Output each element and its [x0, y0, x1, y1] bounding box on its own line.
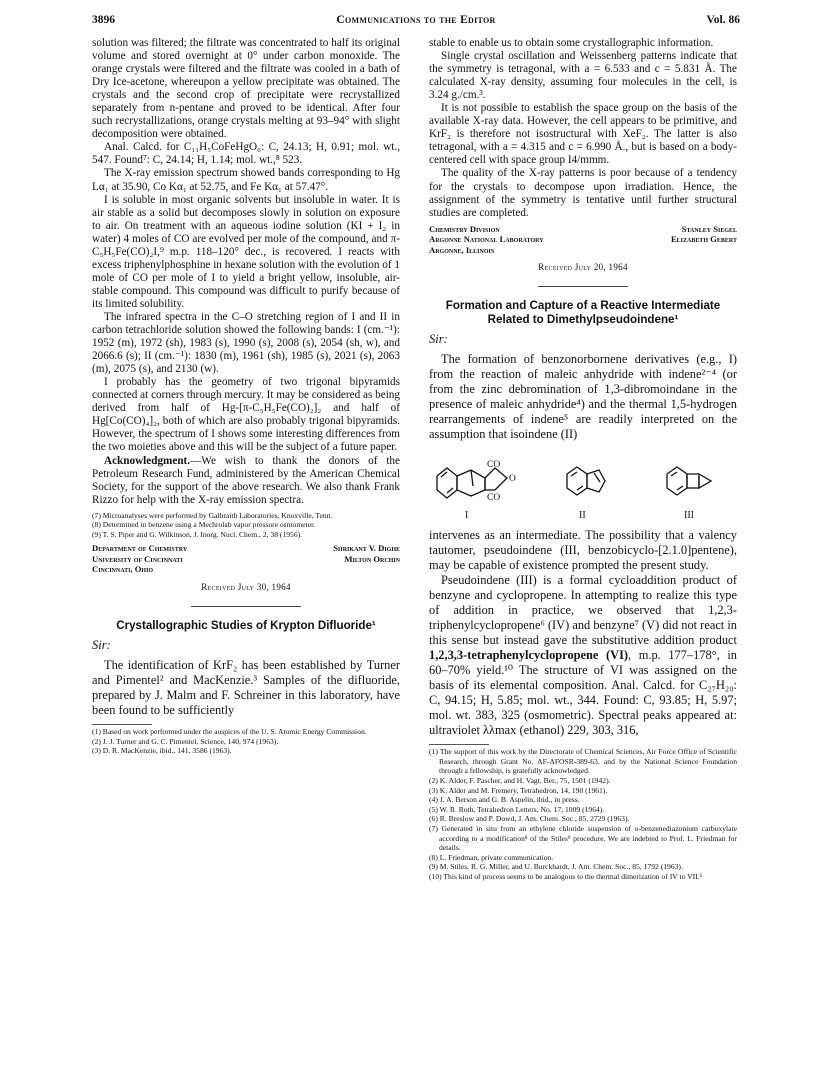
footnote: (1) The support of this work by the Directorate of Chemical Sciences, Air Force Office of Scientific Research, through Grant No. AF-AFOSR-389-63, and by the National Science Foundation through a fellowship, is gratefully acknowledged. [429, 747, 737, 776]
received-date: Received July 30, 1964 [201, 581, 291, 592]
text-run: , m.p. 177–178°, in 60–70% yield.¹⁰ The structure of VI was assigned on the basis of its elemental composition. Anal. Calcd. for C₂₇H₂₀: C, 94.15; H, 5.85; mol. wt., 344. Found: C, 93.85; H, 5.97; mol. wt. 383, 325 (osmometric). Spectral peaks appeared at: ultraviolet λλmax (ethanol) 229, 303, 316, [429, 648, 737, 738]
four-ring [687, 474, 699, 488]
ack-heading: Acknowledgment. [104, 454, 191, 467]
paragraph: I probably has the geometry of two trigonal bipyramids connected at corners through mercury. It may be considered as being derived from half of Hg-[π-C₅H₅Fe(CO)₂]₂ and half of Hg[Co(CO)₄]₂, both of which are also probably trigonal bipyramids. However, the spectrum of I shows some interesting differences from the two moieties above and this will be the subject of a future paper. [92, 376, 400, 454]
divider [191, 606, 301, 607]
footnote-separator [92, 724, 152, 725]
affiliation-line: Chemistry Division [429, 223, 500, 234]
affiliation-line: Department of Chemistry [92, 543, 188, 554]
author-name: Shrikant V. Dighe [333, 543, 400, 554]
ack-text: —We wish to thank the donors of the Petroleum Research Fund, administered by the American Chemical Society, for the support of the above research. We also thank Frank Rizzo for help with the X-ray emission spectra. [92, 454, 400, 506]
benzene-ring [667, 467, 687, 495]
affiliation-line: University of Cincinnati [92, 553, 183, 564]
text-run: Pseudoindene (III) is a formal cycloaddition product of benzyne and cyclopropene. In attempting to realize this type of addition in practice, we observed that 1,2,3-triphenylcyclopropene⁶ (IV) and benzyne⁷ (V) did not react in this sense but instead gave the substitutive addition product [429, 573, 737, 648]
compound-name: 1,2,3,3-tetraphenylcyclopropene (VI) [429, 648, 629, 663]
salutation: Sir: [92, 638, 111, 653]
author-block [429, 224, 737, 256]
structure-iii [667, 467, 711, 495]
acknowledgment [92, 455, 400, 507]
article-title: Crystallographic Studies of Krypton Difluoride¹ [116, 619, 376, 633]
paragraph: The X-ray emission spectrum showed bands corresponding to Hg Lα₁ at 35.90, Co Kα₁ at 52.75, and Fe Kα₁ at 57.47°. [92, 167, 400, 193]
volume-label: Vol. 86 [706, 14, 740, 26]
o-label: O [509, 474, 516, 485]
running-title: Communications to the Editor [336, 14, 496, 26]
paragraph: The infrared spectra in the C–O stretching region of I and II in carbon tetrachloride solution showed the following bands: I (cm.⁻¹): 1952 (m), 1972 (sh), 1983 (s), 1990 (s), 2008 (s), 2054 (sh, w), and 2066.6 (s); II (cm.⁻¹): 1830 (m), 1961 (sh), 1985 (s), 2021 (s), 2063 (m), 2075 (s), and 2130 (w). [92, 310, 400, 376]
affiliation-line: Argonne, Illinois [429, 244, 495, 255]
footnote-separator [429, 744, 489, 745]
benzene-ring [567, 467, 587, 495]
three-ring [699, 474, 711, 488]
paragraph: solution was filtered; the filtrate was concentrated to half its original volume and stored overnight at 0° under carbon monoxide. The orange crystals were filtered and the filtrate was cooled in a bath of Dry Ice-acetone, whereupon a yellow precipitate was obtained. The crystals and the second crop of precipitate were recrystallized separately from n-pentane and proved to be identical. After four such recrystallizations, orange crystals melting at 93–94° with slight decomposition were obtained. [92, 37, 400, 141]
footnote: (7) Microanalyses were performed by Galbraith Laboratories, Knoxville, Tenn. [92, 510, 333, 520]
anhydride-ring [485, 468, 507, 490]
co-label: CO [487, 493, 501, 504]
footnote: (7) Generated in situ from an ethylene chloride suspension of o-benzenediazonium carboxylate according to a modification⁸ of the Stiles⁹ procedure. We are indebted to Prof. L. Friedman for details. [429, 824, 737, 853]
page-number: 3896 [92, 14, 115, 26]
footnote: (8) L. Friedman, private communication. [429, 852, 554, 862]
paragraph: intervenes as an intermediate. The possibility that a valency tautomer, pseudoindene (III, benzobicyclo-[2.1.0]pentene), may be capable of existence prompted the present study. [429, 528, 737, 573]
footnote: (3) K. Alder and M. Fremery, Tetrahedron, 14, 190 (1961). [429, 785, 608, 795]
structure-figure [429, 446, 737, 526]
affiliation-line: Argonne National Laboratory [429, 234, 544, 245]
paragraph: I is soluble in most organic solvents but insoluble in water. It is air stable as a solid but decomposes slowly in solution on exposure to air. On treatment with an aqueous iodine solution (KI + I₂ in water) 4 moles of CO are evolved per mole of the compound, and π-C₅H₅Fe(CO)₂I,⁹ m.p. 118–120° dec., is recovered. I reacts with excess triphenylphosphine in hexane solution with the evolution of 1 mole of CO per mole of I to yield a bright yellow, insoluble, air-stable compound. This compound was difficult to purify because of its limited solubility. [92, 193, 400, 310]
structure-label: I [465, 510, 469, 522]
paragraph: stable to enable us to obtain some crystallographic information. [429, 37, 714, 49]
left-column [92, 37, 400, 756]
affiliation-line: Cincinnati, Ohio [92, 564, 154, 575]
chemical-structures [429, 446, 737, 526]
paragraph: Single crystal oscillation and Weissenberg patterns indicate that the symmetry is tetragonal, with a = 6.533 and c = 5.831 Å. The calculated X-ray density, assuming four molecules in the cell, is 3.24 g./cm.³. [429, 50, 737, 102]
footnote: (4) J. A. Berson and G. B. Aspelin, ibid., in press. [429, 795, 580, 805]
author-name: Milton Orchin [344, 553, 400, 564]
footnote: (8) Determined in benzene using a Mechrolab vapor pressure osmometer. [92, 520, 316, 530]
received-date: Received July 20, 1964 [538, 262, 628, 273]
five-ring [587, 470, 605, 492]
footnote: (3) D. R. MacKenzie, ibid., 141, 3586 (1963). [92, 746, 232, 756]
co-label: CO [487, 460, 501, 471]
structure-label: III [684, 510, 694, 522]
structure-label: II [579, 510, 586, 522]
paragraph: The quality of the X-ray patterns is poor because of a tendency for the crystals to decompose upon irradiation. Hence, the assignment of the symmetry is tentative until further structural studies are completed. [429, 167, 737, 219]
author-name: Stanley Siegel [681, 223, 737, 234]
analysis-paragraph: Anal. Calcd. for C₁₁H₅CoFeHgO₆: C, 24.13; H, 0.91; mol. wt., 547. Found⁷: C, 24.14; H, 1.14; mol. wt.,⁸ 523. [92, 141, 400, 167]
author-block [92, 543, 400, 575]
footnote: (2) J. J. Turner and G. C. Pimentel, Science, 140, 974 (1963). [92, 736, 279, 746]
footnote: (9) M. Stiles, R. G. Miller, and U. Burckhardt, J. Am. Chem. Soc., 85, 1792 (1963). [429, 862, 683, 872]
divider [538, 286, 628, 287]
footnote: (2) K. Alder, F. Pascher, and H. Vagt, Ber., 75, 1501 (1942). [429, 776, 611, 786]
footnote: (5) W. R. Roth, Tetrahedron Letters, No. 17, 1009 (1964). [429, 804, 605, 814]
page-header [92, 14, 740, 30]
article-title: Formation and Capture of a Reactive Intermediate Related to Dimethylpseudoindene¹ [445, 299, 721, 327]
footnote: (10) This kind of process seems to be analogous to the thermal dimerization of IV to VII.⁶ [429, 871, 703, 881]
paragraph: The identification of KrF₂ has been established by Turner and Pimentel² and MacKenzie.³ Samples of the difluoride, prepared by J. Malm and F. Schreiner in this laboratory, have been found to be sufficiently [92, 658, 400, 718]
structure-ii [567, 467, 605, 495]
right-column [429, 37, 737, 882]
paragraph [429, 573, 737, 738]
paragraph: It is not possible to establish the space group on the basis of the available X-ray data. However, the cell appears to be primitive, and KrF₂ is therefore not isostructural with XeF₂. The latter is also tetragonal, with a = 4.315 and c = 6.990 Å., but is based on a body-centered cell with space group I4/mmm. [429, 102, 737, 167]
footnote: (1) Based on work performed under the auspices of the U. S. Atomic Energy Commission. [92, 727, 367, 737]
footnote: (6) R. Breslow and P. Dowd, J. Am. Chem. Soc., 85, 2729 (1963). [429, 814, 630, 824]
author-name: Elizabeth Gebert [670, 234, 737, 245]
paragraph: The formation of benzonorbornene derivatives (e.g., I) from the reaction of maleic anhydride with indene²⁻⁴ (or from the zinc debromination of 1,3-dibromoindane in the presence of maleic anhydride⁴) and the thermal 1,5-hydrogen rearrangements of indene⁵ are readily interpreted on the assumption that isoindene (II) [429, 352, 737, 442]
salutation: Sir: [429, 332, 448, 347]
footnote: (9) T. S. Piper and G. Wilkinson, J. Inorg. Nucl. Chem., 2, 38 (1956). [92, 529, 303, 539]
